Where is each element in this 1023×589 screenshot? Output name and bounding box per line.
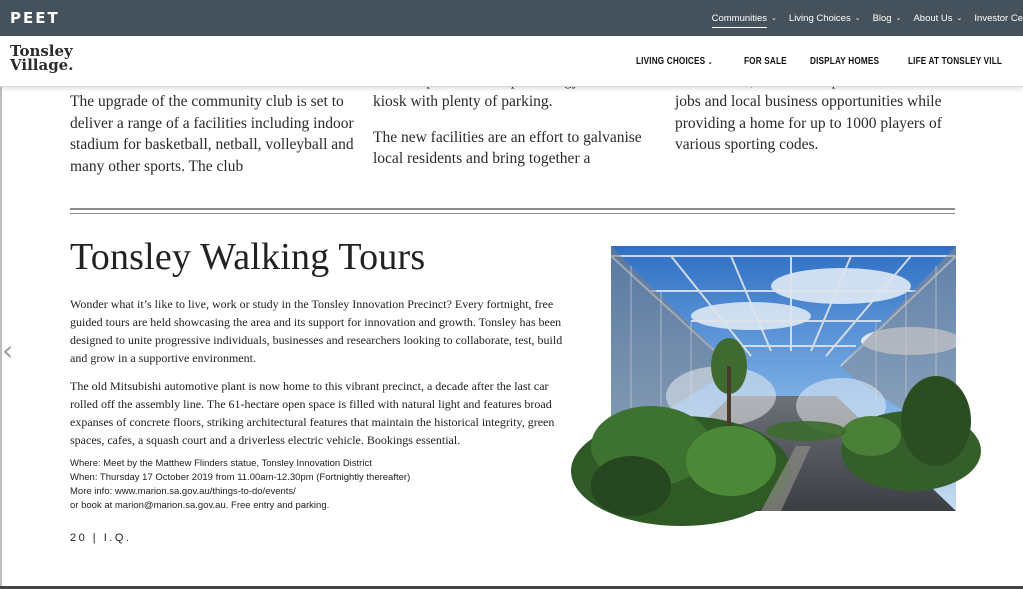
top-nav-about-us[interactable] [913,0,962,36]
chevron-down-icon: ⌄ [771,15,777,22]
article-column-2 [373,83,663,170]
peet-logo[interactable]: PEET [10,9,60,27]
chevron-down-icon: ⌄ [956,15,963,22]
event-where: Where: Meet by the Matthew Flinders statue, Tonsley Innovation District [70,458,372,469]
event-details [70,457,530,513]
event-when: When: Thursday 17 October 2019 from 11.00am-12.30pm (Fortnightly thereafter) [70,472,411,483]
nav-living-choices[interactable] [636,56,713,67]
chevron-down-icon: ⌄ [895,15,902,22]
nav-label: DISPLAY HOMES [809,55,880,67]
body-paragraph-1: Wonder what it’s like to live, work or study in the Tonsley Innovation Precinct? Every fortnight, free guided tours are held showcasing the area and its support for innovation and growth. Tonsley has been designed to unite progressive individuals, businesses and researchers looking to collaborate, test, build and grow in a supportive environment. [70,297,563,365]
tonsley-village-logo[interactable] [10,44,73,72]
nav-label: LIVING CHOICES [636,55,706,67]
event-booking: or book at marion@marion.sa.gov.au. Free entry and parking. [70,500,330,511]
top-nav-label: Investor Ce [974,12,1023,24]
section-divider [70,213,955,214]
top-nav-investor-centre[interactable] [974,0,1023,36]
column-2-paragraph-2: The new facilities are an effort to galvanise local residents and bring together a [373,128,642,167]
precinct-photo-illustration [611,246,956,511]
paragraph-gap [373,113,663,127]
article-column-3 [675,83,965,156]
nav-label: LIFE AT TONSLEY VILL [908,55,1003,67]
article-columns [70,83,960,193]
tonsley-precinct-photo [611,246,956,511]
body-paragraph-2: The old Mitsubishi automotive plant is now home to this vibrant precinct, a decade after the last car rolled off the assembly line. The 61-hectare open space is filled with natural light and features broad expanses of concrete floors, striking architectural features that maintain the historical integrity, green spaces, cafes, a squash court and a driverless electric vehicle. Bookings essential. [70,379,555,447]
page-number: 20 | I.Q. [70,532,132,544]
previous-page-arrow-icon[interactable]: ‹ [2,334,14,367]
nav-label: FOR SALE [743,55,787,67]
top-nav-label: About Us [913,12,953,24]
section-divider [70,208,955,210]
event-more-info: More info: www.marion.sa.gov.au/things-to-do/events/ [70,486,296,497]
top-nav-label: Living Choices [788,12,851,24]
article-column-1 [70,83,355,177]
magazine-page-viewer[interactable] [0,87,1023,589]
top-nav-label: Communities [711,12,768,24]
chevron-down-icon: ⌄ [854,15,861,22]
top-nav-label: Blog [872,12,892,24]
community-nav-menu [636,36,1023,86]
brand-line-2: Village. [10,56,74,74]
nav-display-homes[interactable] [810,56,879,67]
top-nav-communities[interactable] [712,0,777,36]
top-nav-living-choices[interactable] [789,0,861,36]
brand-line-1: Tonsley [10,42,73,60]
nav-life-at-tonsley[interactable] [908,56,1002,67]
article-body [70,295,575,459]
column-1-text: The upgrade of the community club is set to deliver a range of a facilities including indoor stadium for basketball, netball, volleyball and many other sports. The club [70,93,354,175]
community-navigation-bar [0,36,1023,87]
top-nav-blog[interactable] [873,0,902,36]
top-navigation-bar [0,0,1023,36]
article-title: Tonsley Walking Tours [70,236,426,278]
chevron-down-icon: ⌄ [707,58,713,66]
column-2-paragraph-1: kiosk with plenty of parking. [373,93,553,110]
column-3-text: jobs and local business opportunities while providing a home for up to 1000 players of various sporting codes. [675,93,942,153]
top-nav-menu [712,0,1023,36]
nav-for-sale[interactable] [744,56,787,67]
